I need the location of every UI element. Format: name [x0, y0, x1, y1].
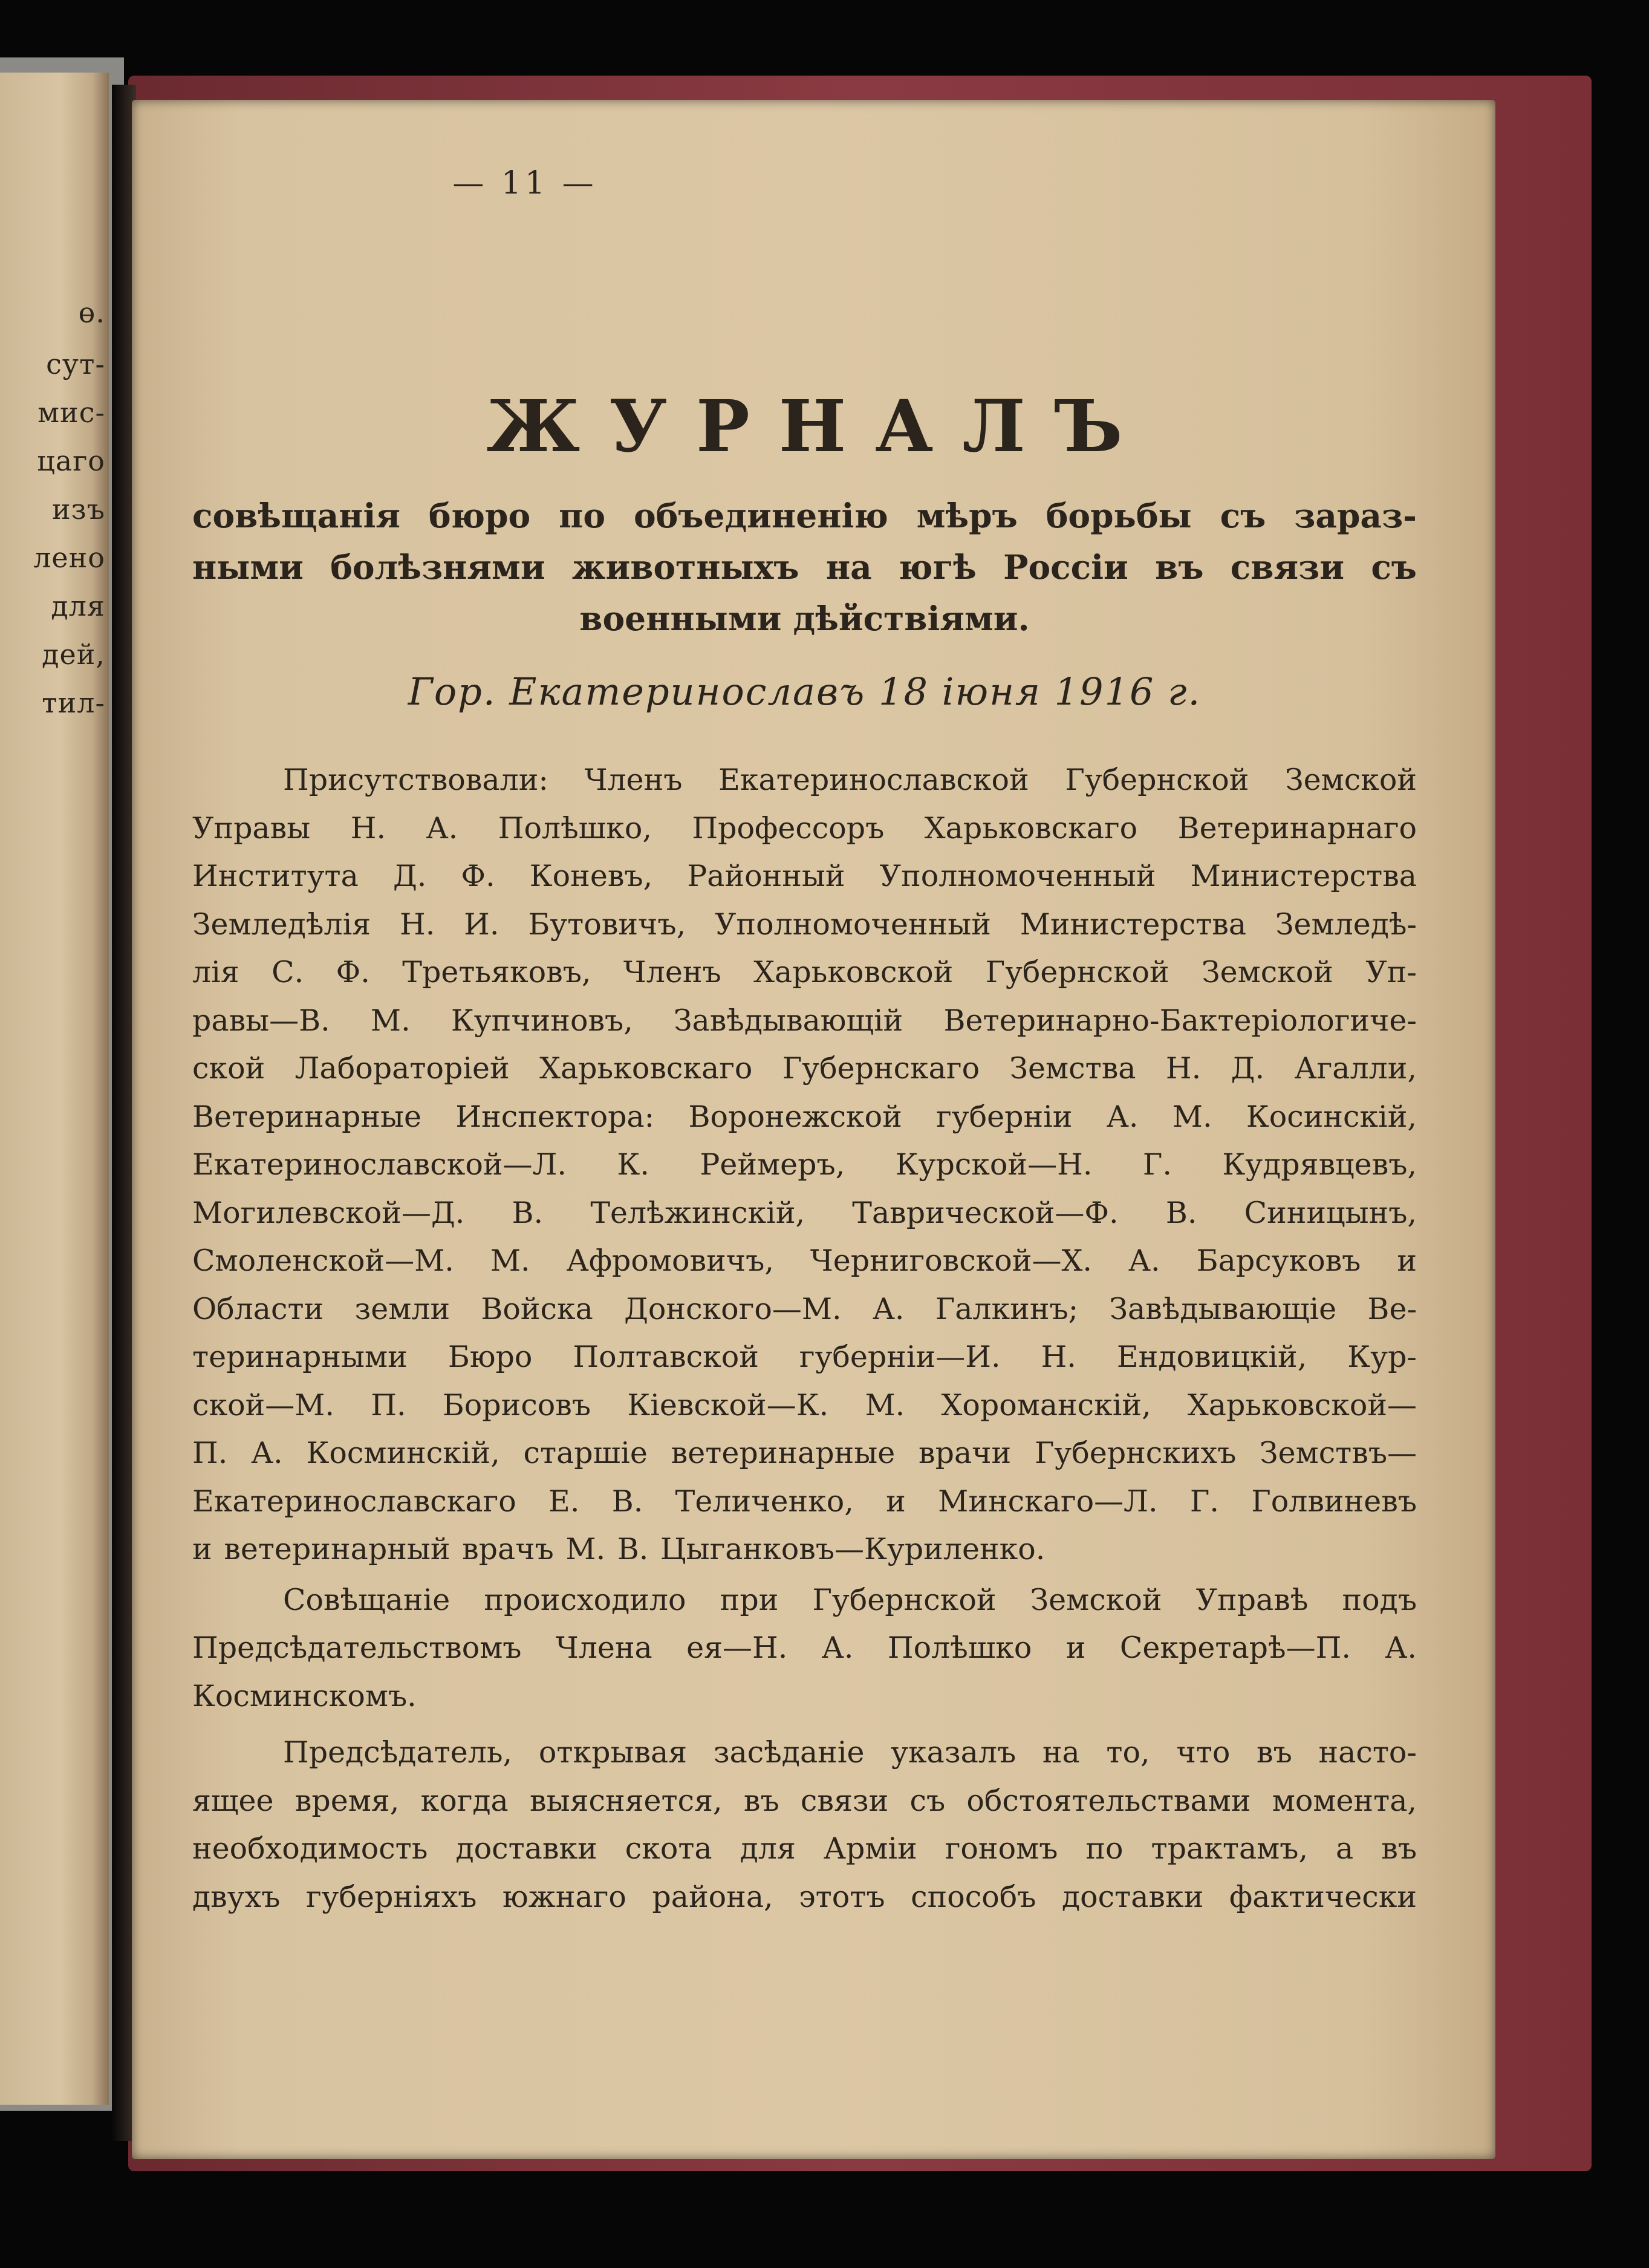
left-page-line: дей,: [42, 638, 105, 671]
journal-subtitle: [192, 490, 1417, 644]
text-line: Присутствовали: Членъ Екатеринославской Губернской Земской: [283, 763, 1417, 797]
text-line: Ветеринарные Инспектора: Воронежской губерніи А. М. Косинскій,: [192, 1099, 1417, 1134]
text-line: Земледѣлія Н. И. Бутовичъ, Уполномоченный Министерства Земледѣ-: [192, 907, 1417, 942]
text-line: Предсѣдатель, открывая засѣданіе указалъ на то, что въ насто-: [283, 1735, 1417, 1770]
text-line: Совѣщаніе происходило при Губернской Земской Управѣ подъ: [283, 1582, 1417, 1617]
text-line: ской—М. П. Борисовъ Кіевской—К. М. Хороманскій, Харьковской—: [192, 1387, 1417, 1422]
left-page-line: для: [51, 590, 105, 622]
left-page-line: ө.: [78, 296, 105, 329]
right-page: [132, 100, 1495, 2159]
page-number: — 11 —: [452, 165, 597, 201]
text-line: ской Лабораторіей Харьковскаго Губернскаго Земства Н. Д. Агалли,: [192, 1051, 1417, 1086]
text-line: теринарными Бюро Полтавской губерніи—И. Н. Ендовицкій, Кур-: [192, 1340, 1417, 1374]
subtitle-line: военными дѣйствіями.: [579, 599, 1030, 638]
left-page-line: изъ: [51, 493, 105, 526]
text-line: Косминскомъ.: [192, 1678, 417, 1713]
text-line: ящее время, когда выясняется, въ связи съ обстоятельствами момента,: [192, 1783, 1417, 1818]
text-line: двухъ губерніяхъ южнаго района, этотъ способъ доставки фактически: [192, 1879, 1417, 1914]
text-line: равы—В. М. Купчиновъ, Завѣдывающій Ветеринарно-Бактеріологиче-: [192, 1003, 1417, 1038]
left-page-line: сут-: [46, 348, 105, 380]
text-line: Екатеринославской—Л. К. Реймеръ, Курской—Н. Г. Кудрявцевъ,: [192, 1147, 1417, 1182]
left-page-line: мис-: [37, 396, 105, 429]
text-line: Предсѣдательствомъ Члена ея—Н. А. Полѣшко и Секретарѣ—П. А.: [192, 1631, 1417, 1665]
text-line: Области земли Войска Донского—М. А. Галкинъ; Завѣдывающіе Ве-: [192, 1291, 1417, 1326]
text-line: необходимость доставки скота для Арміи гономъ по трактамъ, а въ: [192, 1831, 1417, 1866]
text-line: Смоленской—М. М. Афромовичъ, Черниговской—Х. А. Барсуковъ и: [192, 1243, 1417, 1278]
text-line: П. А. Косминскій, старшіе ветеринарные врачи Губернскихъ Земствъ—: [192, 1436, 1417, 1470]
text-line: Института Д. Ф. Коневъ, Районный Уполномоченный Министерства: [192, 859, 1417, 893]
text-line: Екатеринославскаго Е. В. Теличенко, и Минскаго—Л. Г. Голвиневъ: [192, 1484, 1417, 1519]
left-page-line: тил-: [42, 686, 105, 719]
body-text: [192, 756, 1417, 1921]
left-page-line: лено: [33, 541, 105, 574]
subtitle-line: совѣщанія бюро по объединенію мѣръ борьбы съ зараз-: [192, 496, 1417, 535]
text-line: Управы Н. А. Полѣшко, Профессоръ Харьковскаго Ветеринарнаго: [192, 810, 1417, 846]
left-page-line: цаго: [37, 445, 105, 477]
place-and-date: Гор. Екатеринославъ 18 іюня 1916 г.: [408, 670, 1202, 714]
text-line: лія С. Ф. Третьяковъ, Членъ Харьковской Губернской Земской Уп-: [192, 955, 1417, 989]
text-line: и ветеринарный врачъ М. В. Цыганковъ—Куриленко.: [192, 1532, 1046, 1566]
text-line: Могилевской—Д. В. Телѣжинскій, Таврической—Ф. В. Синицынъ,: [192, 1195, 1417, 1230]
left-page: [0, 73, 109, 2105]
journal-title: ЖУРНАЛЪ: [486, 384, 1152, 468]
subtitle-line: ными болѣзнями животныхъ на югѣ Россіи въ связи съ: [192, 547, 1417, 587]
